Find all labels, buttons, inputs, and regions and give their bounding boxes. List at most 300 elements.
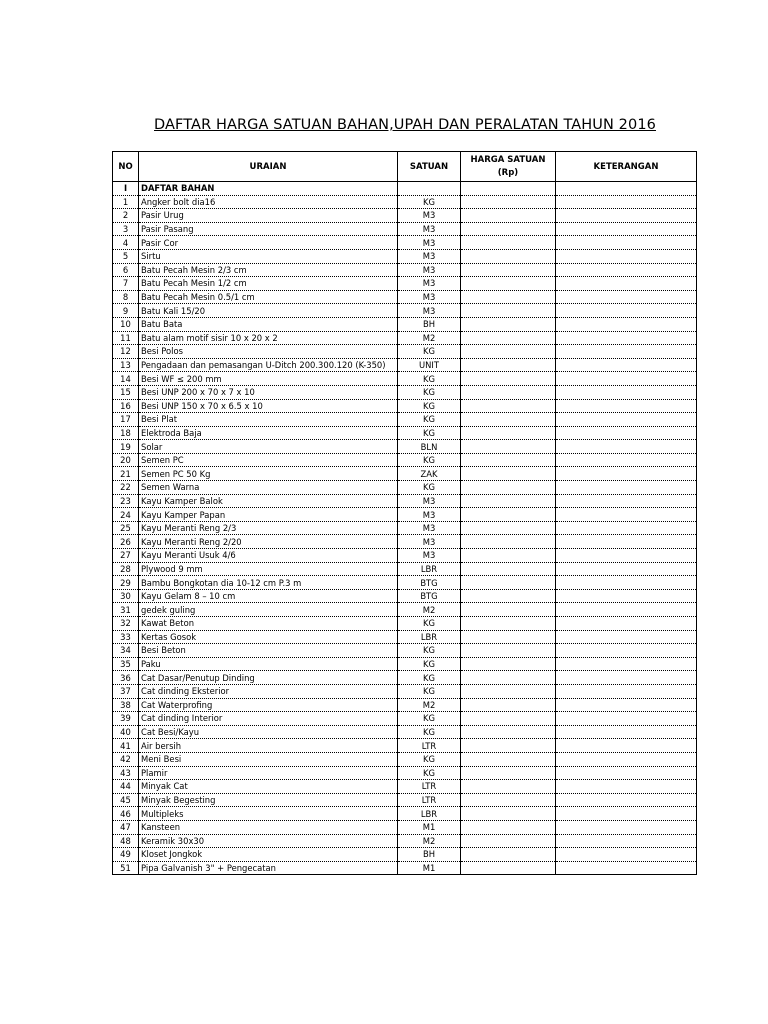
row-keterangan xyxy=(556,657,697,671)
row-number: 36 xyxy=(113,671,139,685)
row-uraian: Kertas Gosok xyxy=(139,630,398,644)
row-number: 46 xyxy=(113,807,139,821)
table-row xyxy=(113,549,697,563)
row-number: 32 xyxy=(113,617,139,631)
table-row xyxy=(113,535,697,549)
row-keterangan xyxy=(556,263,697,277)
row-number: 43 xyxy=(113,766,139,780)
row-number: 35 xyxy=(113,657,139,671)
row-satuan: KG xyxy=(398,399,461,413)
table-row xyxy=(113,222,697,236)
table-row xyxy=(113,385,697,399)
row-number: 31 xyxy=(113,603,139,617)
row-satuan: KG xyxy=(398,657,461,671)
row-uraian: Cat dinding Eksterior xyxy=(139,684,398,698)
section-keterangan-cell xyxy=(556,182,697,196)
row-number: 27 xyxy=(113,549,139,563)
row-satuan: M1 xyxy=(398,861,461,875)
row-number: 45 xyxy=(113,793,139,807)
row-keterangan xyxy=(556,304,697,318)
row-keterangan xyxy=(556,521,697,535)
row-satuan: M2 xyxy=(398,834,461,848)
row-harga-satuan xyxy=(461,657,556,671)
row-number: 23 xyxy=(113,494,139,508)
row-satuan: BH xyxy=(398,317,461,331)
row-keterangan xyxy=(556,331,697,345)
row-uraian: Kayu Kamper Papan xyxy=(139,508,398,522)
row-number: 12 xyxy=(113,345,139,359)
row-harga-satuan xyxy=(461,521,556,535)
row-harga-satuan xyxy=(461,304,556,318)
row-keterangan xyxy=(556,617,697,631)
row-number: 37 xyxy=(113,684,139,698)
section-row xyxy=(113,182,697,196)
table-row xyxy=(113,467,697,481)
row-number: 21 xyxy=(113,467,139,481)
row-number: 34 xyxy=(113,644,139,658)
table-row xyxy=(113,236,697,250)
row-satuan: LBR xyxy=(398,807,461,821)
row-satuan: KG xyxy=(398,644,461,658)
row-uraian: Cat Waterprofing xyxy=(139,698,398,712)
row-satuan: LTR xyxy=(398,739,461,753)
row-uraian: Kayu Kamper Balok xyxy=(139,494,398,508)
row-uraian: Sirtu xyxy=(139,249,398,263)
row-harga-satuan xyxy=(461,739,556,753)
row-uraian: Minyak Begesting xyxy=(139,793,398,807)
row-harga-satuan xyxy=(461,630,556,644)
row-number: 24 xyxy=(113,508,139,522)
table-row xyxy=(113,249,697,263)
table-row xyxy=(113,413,697,427)
row-keterangan xyxy=(556,413,697,427)
table-row xyxy=(113,440,697,454)
row-harga-satuan xyxy=(461,209,556,223)
row-uraian: Kawat Beton xyxy=(139,617,398,631)
row-uraian: Besi WF ≤ 200 mm xyxy=(139,372,398,386)
row-number: 13 xyxy=(113,358,139,372)
row-harga-satuan xyxy=(461,345,556,359)
section-satuan-cell xyxy=(398,182,461,196)
row-satuan: LTR xyxy=(398,780,461,794)
row-harga-satuan xyxy=(461,780,556,794)
row-satuan: M3 xyxy=(398,494,461,508)
row-number: 17 xyxy=(113,413,139,427)
table-row xyxy=(113,617,697,631)
row-harga-satuan xyxy=(461,793,556,807)
row-harga-satuan xyxy=(461,820,556,834)
row-keterangan xyxy=(556,453,697,467)
row-harga-satuan xyxy=(461,766,556,780)
header-satuan: SATUAN xyxy=(398,152,461,182)
table-row xyxy=(113,521,697,535)
row-uraian: Besi UNP 200 x 70 x 7 x 10 xyxy=(139,385,398,399)
table-row xyxy=(113,739,697,753)
row-number: 41 xyxy=(113,739,139,753)
header-harga-line2: (Rp) xyxy=(497,168,519,178)
row-satuan: KG xyxy=(398,426,461,440)
row-keterangan xyxy=(556,222,697,236)
price-table xyxy=(112,151,697,875)
row-harga-satuan xyxy=(461,290,556,304)
row-keterangan xyxy=(556,535,697,549)
row-number: 1 xyxy=(113,195,139,209)
row-satuan: M3 xyxy=(398,263,461,277)
row-uraian: Multipleks xyxy=(139,807,398,821)
row-keterangan xyxy=(556,766,697,780)
table-row xyxy=(113,562,697,576)
row-uraian: Bambu Bongkotan dia 10-12 cm P.3 m xyxy=(139,576,398,590)
row-satuan: KG xyxy=(398,684,461,698)
row-satuan: ZAK xyxy=(398,467,461,481)
row-uraian: Minyak Cat xyxy=(139,780,398,794)
row-satuan: KG xyxy=(398,752,461,766)
row-uraian: Elektroda Baja xyxy=(139,426,398,440)
row-harga-satuan xyxy=(461,725,556,739)
table-row xyxy=(113,820,697,834)
row-satuan: KG xyxy=(398,671,461,685)
row-satuan: KG xyxy=(398,617,461,631)
row-keterangan xyxy=(556,712,697,726)
row-keterangan xyxy=(556,848,697,862)
row-harga-satuan xyxy=(461,195,556,209)
table-body xyxy=(113,182,697,875)
row-uraian: Solar xyxy=(139,440,398,454)
row-uraian: Semen PC xyxy=(139,453,398,467)
row-keterangan xyxy=(556,345,697,359)
row-uraian: Kayu Meranti Reng 2/20 xyxy=(139,535,398,549)
row-harga-satuan xyxy=(461,399,556,413)
row-harga-satuan xyxy=(461,277,556,291)
table-row xyxy=(113,358,697,372)
row-uraian: Batu Bata xyxy=(139,317,398,331)
row-satuan: M1 xyxy=(398,820,461,834)
row-number: 19 xyxy=(113,440,139,454)
row-satuan: KG xyxy=(398,453,461,467)
table-row xyxy=(113,657,697,671)
table-row xyxy=(113,372,697,386)
row-keterangan xyxy=(556,209,697,223)
row-satuan: KG xyxy=(398,345,461,359)
row-harga-satuan xyxy=(461,467,556,481)
row-keterangan xyxy=(556,549,697,563)
row-number: 47 xyxy=(113,820,139,834)
row-uraian: Batu alam motif sisir 10 x 20 x 2 xyxy=(139,331,398,345)
row-uraian: Cat dinding Interior xyxy=(139,712,398,726)
row-keterangan xyxy=(556,426,697,440)
table-row xyxy=(113,698,697,712)
row-harga-satuan xyxy=(461,413,556,427)
section-harga-cell xyxy=(461,182,556,196)
row-number: 2 xyxy=(113,209,139,223)
row-keterangan xyxy=(556,562,697,576)
row-number: 4 xyxy=(113,236,139,250)
row-keterangan xyxy=(556,671,697,685)
row-harga-satuan xyxy=(461,549,556,563)
row-number: 44 xyxy=(113,780,139,794)
row-uraian: Plywood 9 mm xyxy=(139,562,398,576)
row-number: 3 xyxy=(113,222,139,236)
row-uraian: Semen Warna xyxy=(139,481,398,495)
table-row xyxy=(113,195,697,209)
row-keterangan xyxy=(556,861,697,875)
row-number: 15 xyxy=(113,385,139,399)
table-row xyxy=(113,209,697,223)
table-row xyxy=(113,793,697,807)
row-number: 30 xyxy=(113,589,139,603)
row-satuan: M3 xyxy=(398,236,461,250)
row-keterangan xyxy=(556,195,697,209)
table-row xyxy=(113,304,697,318)
row-keterangan xyxy=(556,644,697,658)
row-harga-satuan xyxy=(461,481,556,495)
table-row xyxy=(113,712,697,726)
row-number: 38 xyxy=(113,698,139,712)
row-satuan: KG xyxy=(398,766,461,780)
row-harga-satuan xyxy=(461,331,556,345)
row-number: 14 xyxy=(113,372,139,386)
row-number: 20 xyxy=(113,453,139,467)
table-row xyxy=(113,345,697,359)
table-header-row xyxy=(113,152,697,182)
row-uraian: Cat Dasar/Penutup Dinding xyxy=(139,671,398,685)
row-keterangan xyxy=(556,589,697,603)
document-title: DAFTAR HARGA SATUAN BAHAN,UPAH DAN PERALATAN TAHUN 2016 xyxy=(154,117,656,133)
table-row xyxy=(113,263,697,277)
row-uraian: Keramik 30x30 xyxy=(139,834,398,848)
row-harga-satuan xyxy=(461,222,556,236)
row-uraian: Plamir xyxy=(139,766,398,780)
row-keterangan xyxy=(556,372,697,386)
row-satuan: BLN xyxy=(398,440,461,454)
row-harga-satuan xyxy=(461,589,556,603)
table-row xyxy=(113,752,697,766)
table-row xyxy=(113,494,697,508)
row-uraian: Batu Pecah Mesin 0.5/1 cm xyxy=(139,290,398,304)
row-keterangan xyxy=(556,290,697,304)
row-uraian: Air bersih xyxy=(139,739,398,753)
row-satuan: KG xyxy=(398,481,461,495)
row-harga-satuan xyxy=(461,603,556,617)
table-row xyxy=(113,684,697,698)
row-uraian: Kloset Jongkok xyxy=(139,848,398,862)
table-row xyxy=(113,766,697,780)
row-satuan: LBR xyxy=(398,630,461,644)
table-row xyxy=(113,834,697,848)
row-satuan: M3 xyxy=(398,209,461,223)
row-keterangan xyxy=(556,780,697,794)
table-row xyxy=(113,807,697,821)
row-harga-satuan xyxy=(461,834,556,848)
row-number: 39 xyxy=(113,712,139,726)
row-uraian: Batu Kali 15/20 xyxy=(139,304,398,318)
row-satuan: M2 xyxy=(398,603,461,617)
row-uraian: gedek guling xyxy=(139,603,398,617)
row-harga-satuan xyxy=(461,752,556,766)
row-number: 51 xyxy=(113,861,139,875)
row-harga-satuan xyxy=(461,494,556,508)
row-number: 40 xyxy=(113,725,139,739)
row-keterangan xyxy=(556,739,697,753)
row-uraian: Pipa Galvanish 3" + Pengecatan xyxy=(139,861,398,875)
section-label: DAFTAR BAHAN xyxy=(139,182,398,196)
row-satuan: M3 xyxy=(398,535,461,549)
row-satuan: LBR xyxy=(398,562,461,576)
header-no: NO xyxy=(113,152,139,182)
row-harga-satuan xyxy=(461,671,556,685)
table-row xyxy=(113,630,697,644)
table-row xyxy=(113,576,697,590)
table-row xyxy=(113,317,697,331)
row-keterangan xyxy=(556,698,697,712)
row-keterangan xyxy=(556,793,697,807)
row-harga-satuan xyxy=(461,372,556,386)
row-uraian: Cat Besi/Kayu xyxy=(139,725,398,739)
row-harga-satuan xyxy=(461,684,556,698)
row-uraian: Batu Pecah Mesin 2/3 cm xyxy=(139,263,398,277)
row-harga-satuan xyxy=(461,576,556,590)
header-keterangan: KETERANGAN xyxy=(556,152,697,182)
row-keterangan xyxy=(556,807,697,821)
row-uraian: Besi Beton xyxy=(139,644,398,658)
row-satuan: M2 xyxy=(398,331,461,345)
row-number: 22 xyxy=(113,481,139,495)
row-harga-satuan xyxy=(461,562,556,576)
table-row xyxy=(113,508,697,522)
row-keterangan xyxy=(556,385,697,399)
table-row xyxy=(113,780,697,794)
row-harga-satuan xyxy=(461,848,556,862)
table-row xyxy=(113,861,697,875)
row-number: 28 xyxy=(113,562,139,576)
row-keterangan xyxy=(556,467,697,481)
row-keterangan xyxy=(556,576,697,590)
table-row xyxy=(113,426,697,440)
row-harga-satuan xyxy=(461,236,556,250)
table-row xyxy=(113,331,697,345)
row-number: 29 xyxy=(113,576,139,590)
row-keterangan xyxy=(556,630,697,644)
row-satuan: BTG xyxy=(398,589,461,603)
row-satuan: KG xyxy=(398,413,461,427)
row-satuan: BTG xyxy=(398,576,461,590)
row-keterangan xyxy=(556,508,697,522)
section-number: I xyxy=(113,182,139,196)
row-keterangan xyxy=(556,603,697,617)
row-number: 9 xyxy=(113,304,139,318)
table-row xyxy=(113,671,697,685)
row-uraian: Pasir Cor xyxy=(139,236,398,250)
row-satuan: M3 xyxy=(398,222,461,236)
row-keterangan xyxy=(556,725,697,739)
row-harga-satuan xyxy=(461,617,556,631)
row-keterangan xyxy=(556,834,697,848)
row-uraian: Besi Polos xyxy=(139,345,398,359)
row-number: 11 xyxy=(113,331,139,345)
table-row xyxy=(113,589,697,603)
table-row xyxy=(113,290,697,304)
row-number: 33 xyxy=(113,630,139,644)
row-satuan: KG xyxy=(398,725,461,739)
row-number: 10 xyxy=(113,317,139,331)
row-satuan: M3 xyxy=(398,304,461,318)
row-harga-satuan xyxy=(461,807,556,821)
row-harga-satuan xyxy=(461,385,556,399)
row-number: 48 xyxy=(113,834,139,848)
row-satuan: UNIT xyxy=(398,358,461,372)
row-satuan: M3 xyxy=(398,521,461,535)
row-number: 8 xyxy=(113,290,139,304)
row-satuan: KG xyxy=(398,195,461,209)
table-row xyxy=(113,481,697,495)
row-satuan: M2 xyxy=(398,698,461,712)
row-keterangan xyxy=(556,820,697,834)
table-row xyxy=(113,399,697,413)
row-uraian: Batu Pecah Mesin 1/2 cm xyxy=(139,277,398,291)
row-uraian: Meni Besi xyxy=(139,752,398,766)
row-keterangan xyxy=(556,358,697,372)
row-number: 18 xyxy=(113,426,139,440)
row-harga-satuan xyxy=(461,508,556,522)
row-harga-satuan xyxy=(461,263,556,277)
row-satuan: KG xyxy=(398,712,461,726)
row-uraian: Pengadaan dan pemasangan U-Ditch 200.300.120 (K-350) xyxy=(139,358,398,372)
row-satuan: LTR xyxy=(398,793,461,807)
header-uraian: URAIAN xyxy=(139,152,398,182)
row-harga-satuan xyxy=(461,861,556,875)
row-satuan: M3 xyxy=(398,277,461,291)
row-uraian: Pasir Pasang xyxy=(139,222,398,236)
row-harga-satuan xyxy=(461,644,556,658)
header-harga-satuan xyxy=(461,152,556,182)
row-number: 5 xyxy=(113,249,139,263)
row-uraian: Kayu Meranti Usuk 4/6 xyxy=(139,549,398,563)
row-harga-satuan xyxy=(461,426,556,440)
row-uraian: Angker bolt dia16 xyxy=(139,195,398,209)
row-number: 26 xyxy=(113,535,139,549)
row-satuan: BH xyxy=(398,848,461,862)
row-number: 42 xyxy=(113,752,139,766)
row-keterangan xyxy=(556,752,697,766)
row-uraian: Kayu Meranti Reng 2/3 xyxy=(139,521,398,535)
row-uraian: Besi Plat xyxy=(139,413,398,427)
row-satuan: KG xyxy=(398,385,461,399)
row-uraian: Besi UNP 150 x 70 x 6.5 x 10 xyxy=(139,399,398,413)
row-harga-satuan xyxy=(461,535,556,549)
row-keterangan xyxy=(556,277,697,291)
row-keterangan xyxy=(556,684,697,698)
row-uraian: Semen PC 50 Kg xyxy=(139,467,398,481)
row-harga-satuan xyxy=(461,358,556,372)
header-harga-line1: HARGA SATUAN xyxy=(470,155,546,165)
row-keterangan xyxy=(556,236,697,250)
row-number: 6 xyxy=(113,263,139,277)
row-harga-satuan xyxy=(461,440,556,454)
row-satuan: KG xyxy=(398,372,461,386)
row-uraian: Pasir Urug xyxy=(139,209,398,223)
row-satuan: M3 xyxy=(398,249,461,263)
row-keterangan xyxy=(556,440,697,454)
row-satuan: M3 xyxy=(398,290,461,304)
row-number: 7 xyxy=(113,277,139,291)
row-harga-satuan xyxy=(461,453,556,467)
row-keterangan xyxy=(556,481,697,495)
table-row xyxy=(113,603,697,617)
row-harga-satuan xyxy=(461,317,556,331)
row-satuan: M3 xyxy=(398,549,461,563)
table-row xyxy=(113,453,697,467)
row-keterangan xyxy=(556,317,697,331)
